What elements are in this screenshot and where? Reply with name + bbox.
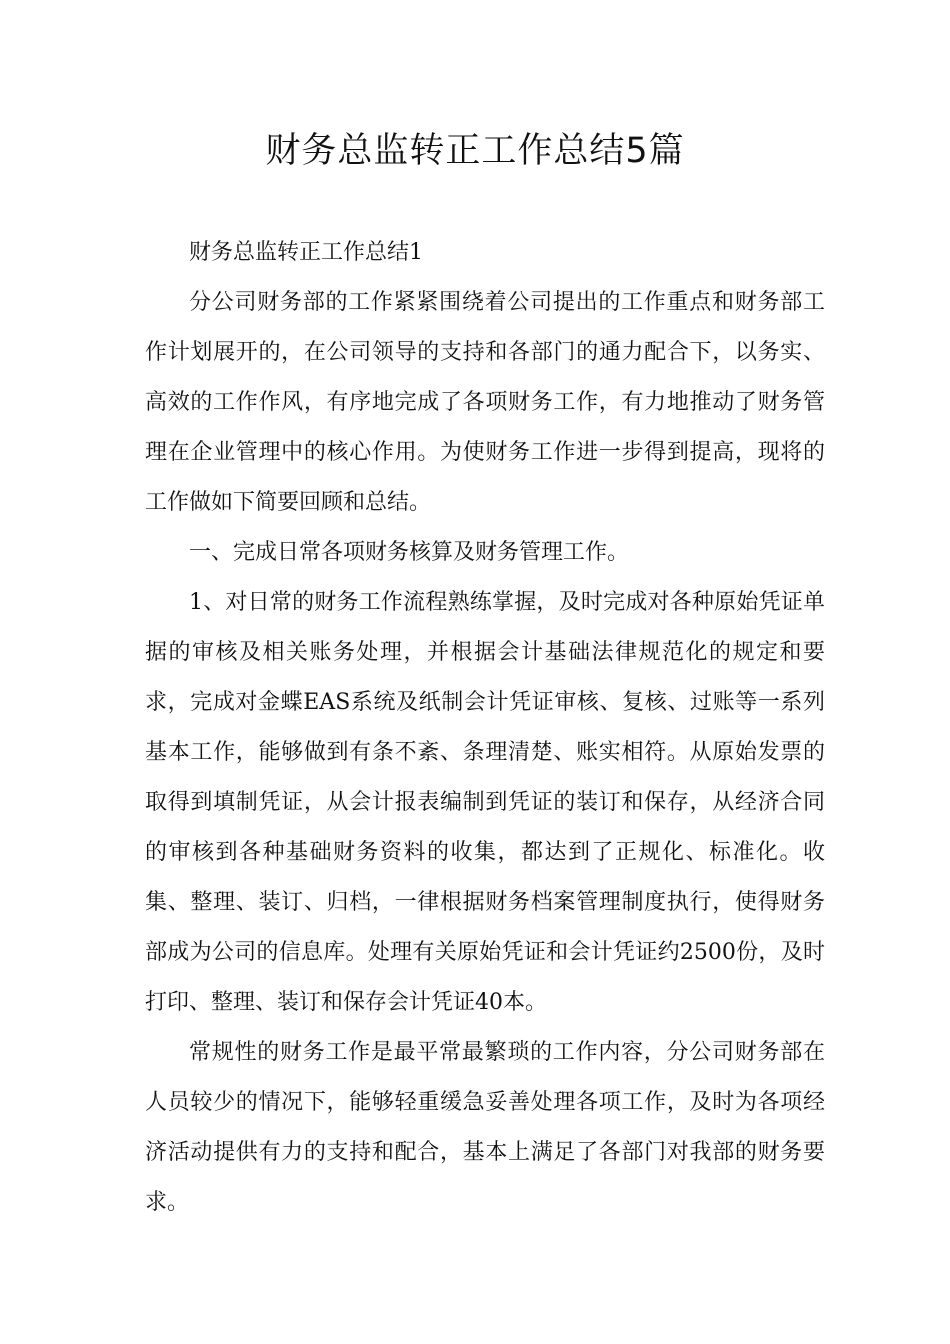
intro-paragraph: 分公司财务部的工作紧紧围绕着公司提出的工作重点和财务部工作计划展开的，在公司领导的支持和各部门的通力配合下，以务实、高效的工作作风，有序地完成了各项财务工作，有力地推动了财务管理在企业管理中的核心作用。为使财务工作进一步得到提高，现将的工作做如下简要回顾和总结。	[145, 290, 825, 515]
document-body	[145, 228, 825, 1228]
document-title: 财务总监转正工作总结5篇	[265, 131, 685, 171]
section-heading: 财务总监转正工作总结1	[189, 240, 423, 265]
body-paragraph: 常规性的财务工作是最平常最繁琐的工作内容，分公司财务部在人员较少的情况下，能够轻重缓急妥善处理各项工作，及时为各项经济活动提供有力的支持和配合，基本上满足了各部门对我部的财务要求。	[145, 1040, 825, 1215]
subsection-heading: 一、完成日常各项财务核算及财务管理工作。	[189, 540, 630, 565]
body-paragraph: 1、对日常的财务工作流程熟练掌握，及时完成对各种原始凭证单据的审核及相关账务处理，并根据会计基础法律规范化的规定和要求，完成对金蝶EAS系统及纸制会计凭证审核、复核、过账等一系列基本工作，能够做到有条不紊、条理清楚、账实相符。从原始发票的取得到填制凭证，从会计报表编制到凭证的装订和保存，从经济合同的审核到各种基础财务资料的收集，都达到了正规化、标准化。收集、整理、装订、归档，一律根据财务档案管理制度执行，使得财务部成为公司的信息库。处理有关原始凭证和会计凭证约2500份，及时打印、整理、装订和保存会计凭证40本。	[145, 590, 825, 1015]
